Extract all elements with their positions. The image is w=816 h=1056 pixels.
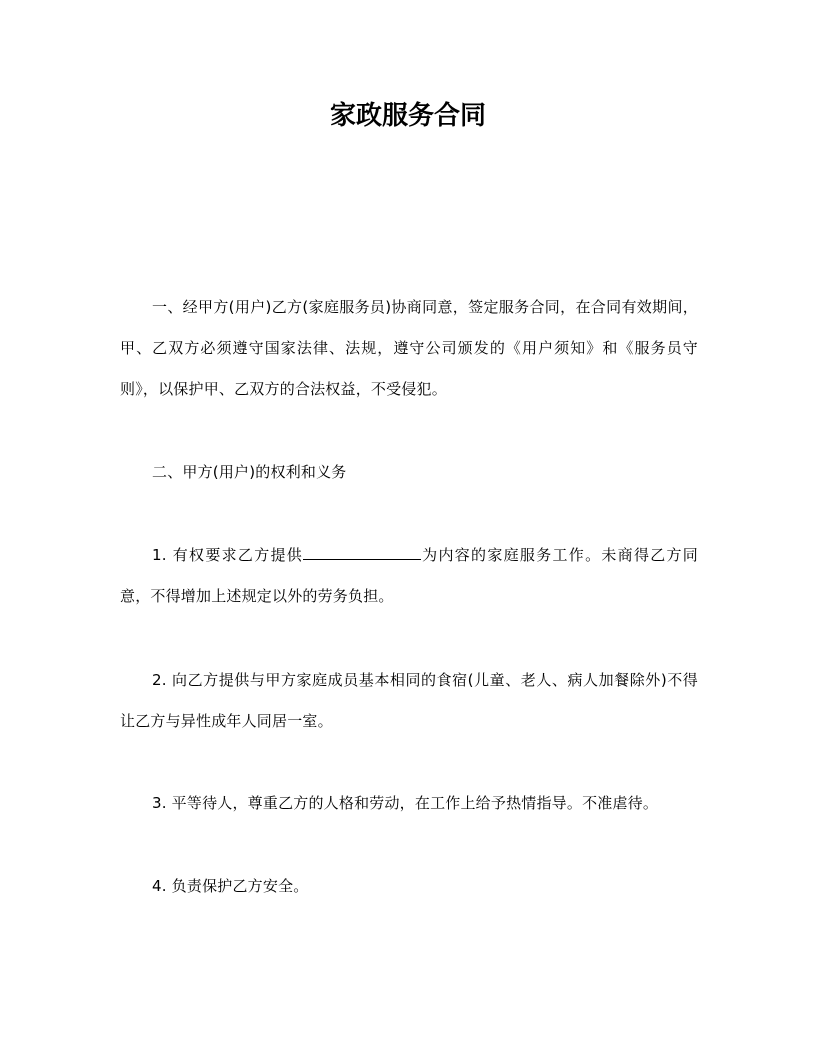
item-2-paragraph: 2. 向乙方提供与甲方家庭成员基本相同的食宿(儿童、老人、病人加餐除外)不得让乙方与异性成年人同居一室。 bbox=[120, 671, 698, 730]
section-2-heading: 二、甲方(用户)的权利和义务 bbox=[152, 463, 347, 481]
item-1-text-start: 1. 有权要求乙方提供 bbox=[152, 546, 304, 564]
page-title: 家政服务合同 bbox=[329, 101, 486, 131]
item-1-text-end: 为内容的家庭服务工作。未商得乙方同意，不得增加上述规定以外的劳务负担。 bbox=[120, 546, 699, 605]
item-4-paragraph: 4. 负责保护乙方安全。 bbox=[152, 877, 309, 895]
section-1-paragraph: 一、经甲方(用户)乙方(家庭服务员)协商同意，签定服务合同，在合同有效期间，甲、乙双方必须遵守国家法律、法规，遵守公司颁发的《用户须知》和《服务员守则》，以保护甲、乙双方的合法权益，不受侵犯。 bbox=[120, 298, 698, 398]
fill-in-blank-line bbox=[303, 545, 421, 560]
item-1-paragraph bbox=[120, 535, 698, 617]
item-3-paragraph: 3. 平等待人，尊重乙方的人格和劳动，在工作上给予热情指导。不准虐待。 bbox=[152, 794, 659, 812]
